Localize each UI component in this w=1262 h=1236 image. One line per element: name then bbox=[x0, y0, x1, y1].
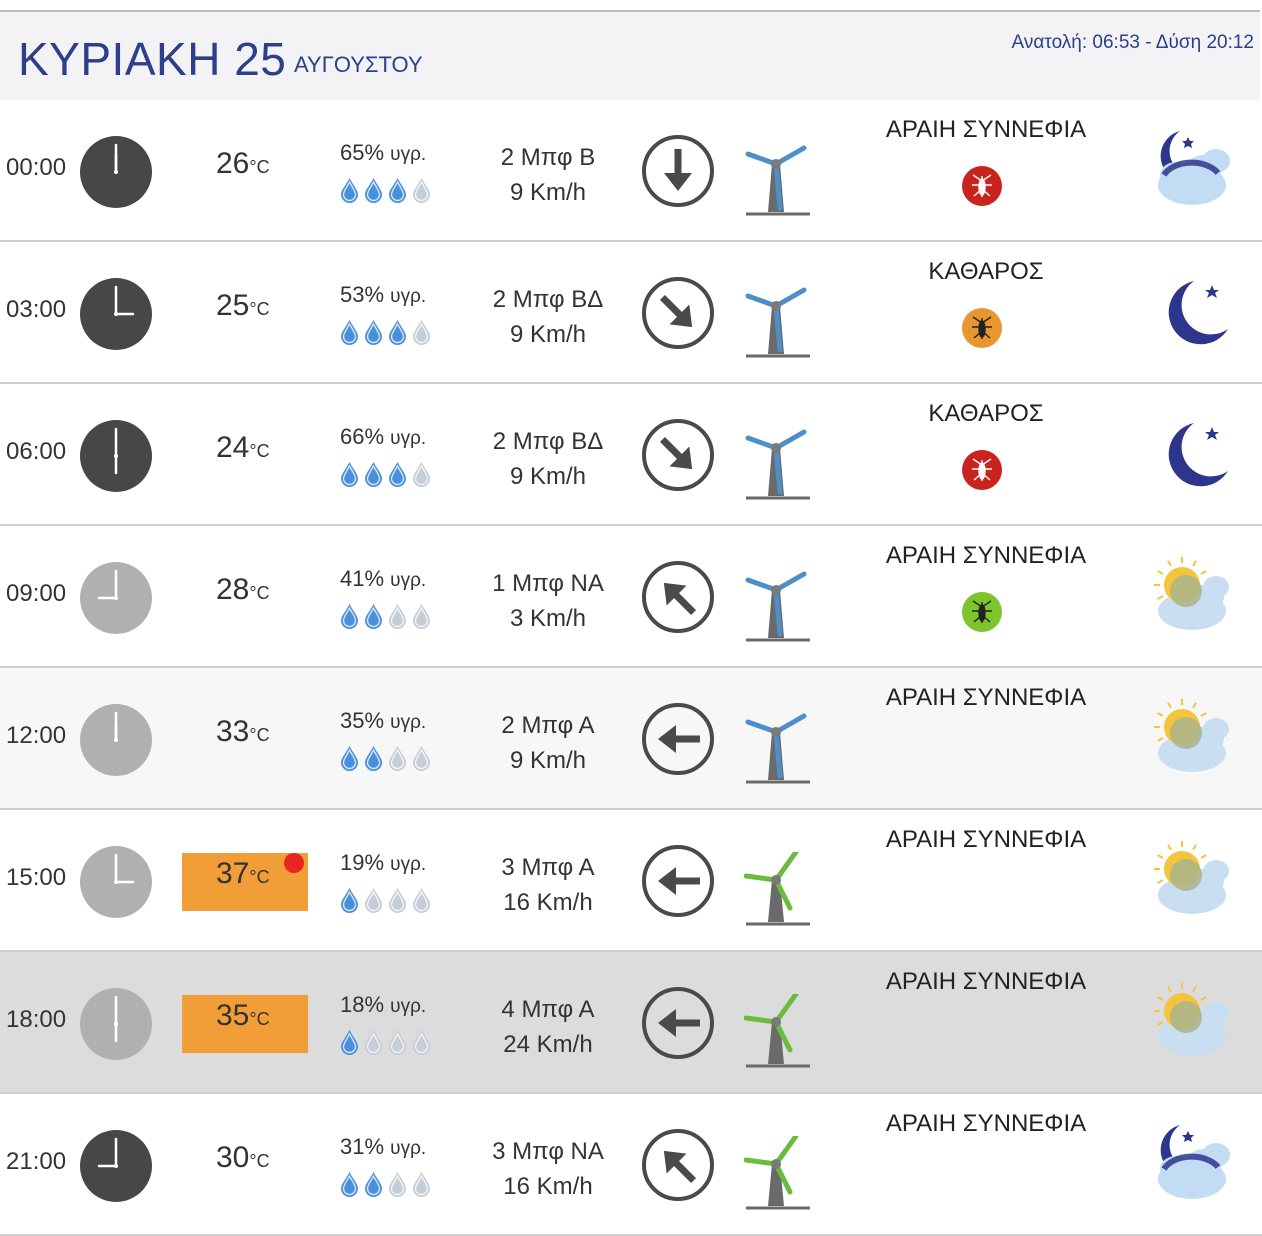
humidity-drop-icon bbox=[364, 745, 383, 776]
mosquito-icon bbox=[961, 307, 1003, 354]
humidity-drop-icon bbox=[412, 887, 431, 918]
humidity-drop-icon bbox=[388, 1171, 407, 1202]
wind-turbine-icon bbox=[744, 994, 810, 1073]
wind-turbine-icon bbox=[744, 568, 810, 647]
down-arrow-icon bbox=[640, 133, 716, 214]
humidity-drop-icon bbox=[388, 603, 407, 634]
forecast-row bbox=[0, 952, 1262, 1094]
temperature-box bbox=[182, 1137, 308, 1195]
humidity: 65% υγρ. bbox=[340, 140, 427, 165]
weather-condition: ΑΡΑΙΗ ΣΥΝΝΕΦΙΑ bbox=[885, 826, 1087, 853]
humidity-drop-icon bbox=[412, 319, 431, 350]
clock-icon bbox=[79, 277, 153, 356]
humidity-drop-icon bbox=[340, 745, 359, 776]
humidity-drop-icon bbox=[412, 603, 431, 634]
humidity-drop-icon bbox=[364, 887, 383, 918]
humidity: 41% υγρ. bbox=[340, 566, 427, 591]
humidity-drop-icon bbox=[388, 887, 407, 918]
temperature: 24°C bbox=[216, 431, 270, 464]
wind-speed: 9 Km/h bbox=[509, 321, 587, 348]
humidity-drop-icon bbox=[340, 887, 359, 918]
forecast-row bbox=[0, 668, 1262, 810]
wind-speed: 16 Km/h bbox=[503, 1173, 593, 1200]
temperature: 30°C bbox=[216, 1141, 270, 1174]
temperature: 37°C bbox=[216, 857, 270, 890]
humidity-drops bbox=[340, 1029, 431, 1060]
forecast-row bbox=[0, 100, 1262, 242]
sun-cloud-icon bbox=[1146, 977, 1236, 1072]
day-title: ΚΥΡΙΑΚΗ 25 bbox=[18, 33, 287, 85]
wind-speed: 9 Km/h bbox=[509, 747, 587, 774]
humidity-drops bbox=[340, 745, 431, 776]
humidity-drop-icon bbox=[364, 319, 383, 350]
temperature-box bbox=[182, 711, 308, 769]
clock-icon bbox=[79, 135, 153, 214]
humidity-drops bbox=[340, 461, 431, 492]
humidity-drop-icon bbox=[388, 745, 407, 776]
up-left-arrow-icon bbox=[640, 1127, 716, 1208]
temperature-box bbox=[182, 853, 308, 911]
temperature-box bbox=[182, 569, 308, 627]
weather-condition: ΑΡΑΙΗ ΣΥΝΝΕΦΙΑ bbox=[885, 116, 1087, 143]
humidity-drops bbox=[340, 177, 431, 208]
mosquito-icon bbox=[961, 449, 1003, 496]
forecast-time: 09:00 bbox=[6, 580, 67, 607]
forecast-row bbox=[0, 1094, 1262, 1236]
left-arrow-icon bbox=[640, 985, 716, 1066]
clock-icon bbox=[79, 561, 153, 640]
humidity: 35% υγρ. bbox=[340, 708, 427, 733]
humidity-drop-icon bbox=[388, 461, 407, 492]
forecast-row bbox=[0, 384, 1262, 526]
temperature: 33°C bbox=[216, 715, 270, 748]
down-right-arrow-icon bbox=[640, 417, 716, 498]
temperature: 25°C bbox=[216, 289, 270, 322]
clock-icon bbox=[79, 845, 153, 924]
wind-info bbox=[460, 1134, 636, 1204]
weather-condition: ΑΡΑΙΗ ΣΥΝΝΕΦΙΑ bbox=[885, 684, 1087, 711]
humidity: 18% υγρ. bbox=[340, 992, 427, 1017]
clock-icon bbox=[79, 987, 153, 1066]
wind-speed: 9 Km/h bbox=[509, 463, 587, 490]
humidity: 31% υγρ. bbox=[340, 1134, 427, 1159]
wind-info bbox=[460, 708, 636, 778]
wind-speed: 16 Km/h bbox=[503, 889, 593, 916]
humidity-drop-icon bbox=[412, 1171, 431, 1202]
day-header bbox=[0, 10, 1260, 102]
forecast-time: 00:00 bbox=[6, 154, 67, 181]
forecast-row bbox=[0, 526, 1262, 668]
forecast-time: 18:00 bbox=[6, 1006, 67, 1033]
clock-icon bbox=[79, 419, 153, 498]
wind-force: 4 Μπφ Α bbox=[501, 996, 595, 1023]
humidity-drop-icon bbox=[340, 319, 359, 350]
heat-alert-dot bbox=[284, 853, 304, 873]
sun-cloud-icon bbox=[1146, 551, 1236, 646]
humidity-drops bbox=[340, 603, 431, 634]
night-cloud-icon bbox=[1146, 1119, 1236, 1214]
humidity-drops bbox=[340, 1171, 431, 1202]
mosquito-icon bbox=[961, 591, 1003, 638]
temperature-box bbox=[182, 143, 308, 201]
forecast-time: 06:00 bbox=[6, 438, 67, 465]
wind-turbine-icon bbox=[744, 284, 810, 363]
humidity-drops bbox=[340, 319, 431, 350]
wind-info bbox=[460, 850, 636, 920]
moon-icon bbox=[1146, 267, 1236, 362]
wind-force: 3 Μπφ Α bbox=[501, 854, 595, 881]
humidity: 53% υγρ. bbox=[340, 282, 427, 307]
humidity-drop-icon bbox=[364, 1029, 383, 1060]
forecast-row bbox=[0, 242, 1262, 384]
forecast-time: 12:00 bbox=[6, 722, 67, 749]
wind-info bbox=[460, 424, 636, 494]
humidity-drop-icon bbox=[364, 177, 383, 208]
temperature-box bbox=[182, 427, 308, 485]
humidity-drop-icon bbox=[412, 1029, 431, 1060]
wind-info bbox=[460, 566, 636, 636]
wind-turbine-icon bbox=[744, 426, 810, 505]
wind-force: 1 Μπφ ΝΑ bbox=[492, 570, 604, 597]
humidity-drop-icon bbox=[364, 1171, 383, 1202]
wind-turbine-icon bbox=[744, 1136, 810, 1215]
wind-force: 2 Μπφ Β bbox=[500, 144, 596, 171]
humidity-drop-icon bbox=[412, 745, 431, 776]
humidity-drop-icon bbox=[340, 461, 359, 492]
forecast-row bbox=[0, 810, 1262, 952]
left-arrow-icon bbox=[640, 843, 716, 924]
night-cloud-icon bbox=[1146, 125, 1236, 220]
moon-icon bbox=[1146, 409, 1236, 504]
wind-speed: 24 Km/h bbox=[503, 1031, 593, 1058]
clock-icon bbox=[79, 1129, 153, 1208]
humidity: 19% υγρ. bbox=[340, 850, 427, 875]
humidity-drop-icon bbox=[340, 1171, 359, 1202]
wind-info bbox=[460, 992, 636, 1062]
temperature-box bbox=[182, 285, 308, 343]
wind-turbine-icon bbox=[744, 142, 810, 221]
temperature: 28°C bbox=[216, 573, 270, 606]
weather-condition: ΚΑΘΑΡΟΣ bbox=[928, 258, 1044, 285]
humidity-drop-icon bbox=[340, 1029, 359, 1060]
humidity-drop-icon bbox=[388, 1029, 407, 1060]
humidity-drops bbox=[340, 887, 431, 918]
humidity-drop-icon bbox=[388, 319, 407, 350]
clock-icon bbox=[79, 703, 153, 782]
humidity-drop-icon bbox=[412, 177, 431, 208]
wind-turbine-icon bbox=[744, 852, 810, 931]
forecast-time: 15:00 bbox=[6, 864, 67, 891]
day-month: ΑΥΓΟΥΣΤΟΥ bbox=[294, 52, 423, 77]
wind-force: 2 Μπφ ΒΔ bbox=[492, 286, 604, 313]
forecast-time: 21:00 bbox=[6, 1148, 67, 1175]
weather-condition: ΚΑΘΑΡΟΣ bbox=[928, 400, 1044, 427]
humidity-drop-icon bbox=[412, 461, 431, 492]
weather-condition: ΑΡΑΙΗ ΣΥΝΝΕΦΙΑ bbox=[885, 542, 1087, 569]
left-arrow-icon bbox=[640, 701, 716, 782]
wind-force: 2 Μπφ ΒΔ bbox=[492, 428, 604, 455]
forecast-time: 03:00 bbox=[6, 296, 67, 323]
mosquito-icon bbox=[961, 165, 1003, 212]
humidity-drop-icon bbox=[364, 461, 383, 492]
temperature-box bbox=[182, 995, 308, 1053]
wind-speed: 3 Km/h bbox=[509, 605, 587, 632]
up-left-arrow-icon bbox=[640, 559, 716, 640]
humidity: 66% υγρ. bbox=[340, 424, 427, 449]
wind-turbine-icon bbox=[744, 710, 810, 789]
humidity-drop-icon bbox=[388, 177, 407, 208]
weather-condition: ΑΡΑΙΗ ΣΥΝΝΕΦΙΑ bbox=[885, 968, 1087, 995]
wind-info bbox=[460, 140, 636, 210]
down-right-arrow-icon bbox=[640, 275, 716, 356]
weather-condition: ΑΡΑΙΗ ΣΥΝΝΕΦΙΑ bbox=[885, 1110, 1087, 1137]
temperature: 35°C bbox=[216, 999, 270, 1032]
humidity-drop-icon bbox=[340, 177, 359, 208]
sunrise-sunset-info: Ανατολή: 06:53 - Δύση 20:12 bbox=[1011, 32, 1254, 53]
temperature: 26°C bbox=[216, 147, 270, 180]
wind-force: 2 Μπφ Α bbox=[501, 712, 595, 739]
humidity-drop-icon bbox=[364, 603, 383, 634]
wind-info bbox=[460, 282, 636, 352]
humidity-drop-icon bbox=[340, 603, 359, 634]
sun-cloud-icon bbox=[1146, 693, 1236, 788]
wind-speed: 9 Km/h bbox=[509, 179, 587, 206]
sun-cloud-icon bbox=[1146, 835, 1236, 930]
wind-force: 3 Μπφ ΝΑ bbox=[492, 1138, 604, 1165]
